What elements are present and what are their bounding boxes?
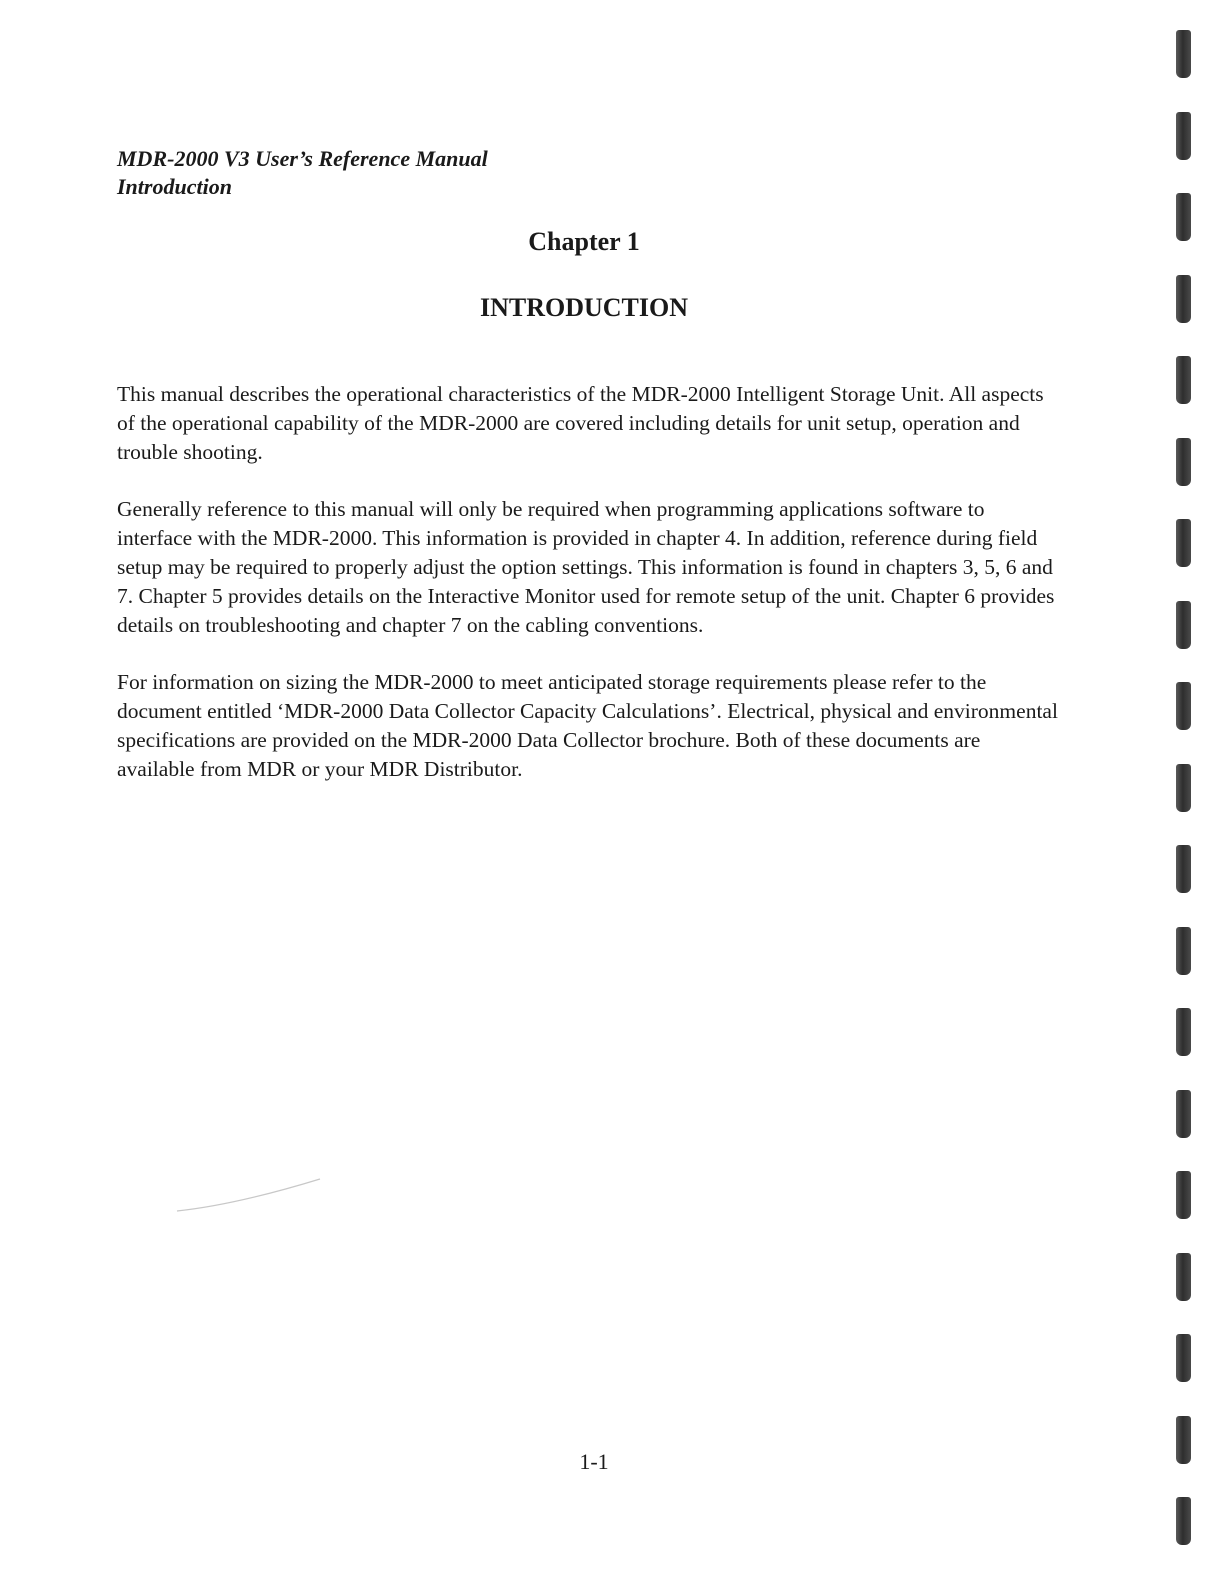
binding-hole [1176,1253,1191,1301]
running-header [117,145,488,201]
binding-hole [1176,1497,1191,1545]
binding-hole [1176,1171,1191,1219]
binding-hole [1176,927,1191,975]
binding-hole [1176,1008,1191,1056]
binding-holes [1176,0,1194,1576]
body-text [117,380,1062,812]
binding-hole [1176,112,1191,160]
binding-hole [1176,193,1191,241]
scan-artifact [175,1175,325,1215]
binding-hole [1176,438,1191,486]
binding-hole [1176,1334,1191,1382]
paragraph: This manual describes the operational characteristics of the MDR-2000 Intelligent Storage Unit. All aspects of the operational capability of the MDR-2000 are covered including details for unit setup, operation and trouble shooting. [117,382,1044,464]
binding-hole [1176,356,1191,404]
section-name: Introduction [117,174,232,199]
binding-hole [1176,764,1191,812]
chapter-title: INTRODUCTION [479,293,689,322]
paragraph: For information on sizing the MDR-2000 to meet anticipated storage requirements please refer to the document entitled ‘MDR-2000 Data Collector Capacity Calculations’. Electrical, physical and environmental specifications are provided on the MDR-2000 Data Collector brochure. Both of these documents are available from MDR or your MDR Distributor. [117,670,1058,781]
binding-hole [1176,30,1191,78]
binding-hole [1176,601,1191,649]
page-number: 1-1 [579,1449,609,1474]
binding-hole [1176,682,1191,730]
paragraph: Generally reference to this manual will only be required when programming applications software to interface with the MDR-2000. This information is provided in chapter 4. In addition, reference during field setup may be required to properly adjust the option settings. This information is found in chapters 3, 5, 6 and 7. Chapter 5 provides details on the Interactive Monitor used for remote setup of the unit. Chapter 6 provides details on troubleshooting and chapter 7 on the cabling conventions. [117,497,1055,637]
chapter-label: Chapter 1 [528,227,640,256]
binding-hole [1176,519,1191,567]
binding-hole [1176,1090,1191,1138]
manual-title: MDR-2000 V3 User’s Reference Manual [117,146,488,171]
binding-hole [1176,845,1191,893]
binding-hole [1176,275,1191,323]
binding-hole [1176,1416,1191,1464]
